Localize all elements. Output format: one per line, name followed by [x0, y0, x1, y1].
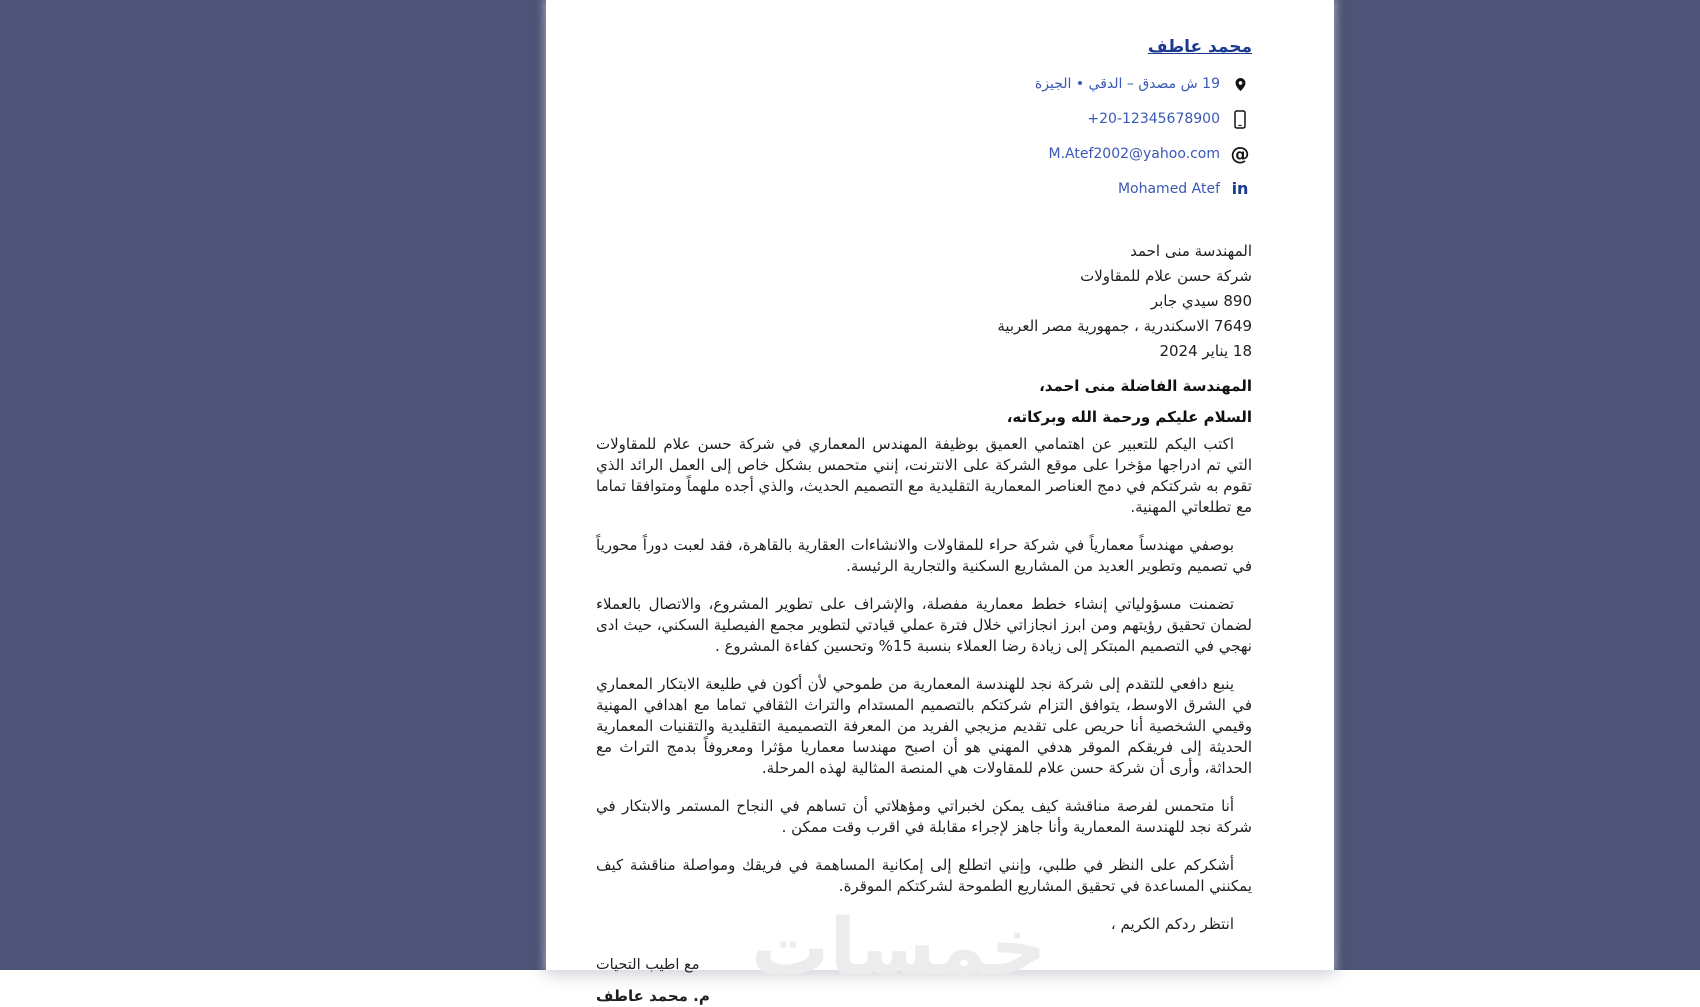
letter-paragraph-4: ينبع دافعي للتقدم إلى شركة نجد للهندسة المعمارية من طموحي لأن أكون في طليعة الابتكار المعماري في الشرق الاوسط، يتوافق التزام شركتكم بالتصميم المستدام والتراث الثقافي تماما مع اهدافي المهنية وقيمي الشخصية أنا حريص على تقديم مزيجي الفريد من المعرفة التصميمية التقليدية والتقنيات المعمارية الحديثة إلى فريقكم الموقر هدفي المهني هو أن اصبح مهندسا معماريا مؤثرا ومعروفاً بدمج التراث مع الحداثة، وأرى أن شركة حسن علام للمقاولات هي المنصة المثالية لهذه المرحلة.	[596, 675, 1252, 777]
phone-icon	[1228, 110, 1252, 129]
linkedin-icon: in	[1231, 179, 1249, 198]
contact-row-email	[596, 144, 1252, 164]
letter-paragraph-2: بوصفي مهندساً معمارياً في شركة حراء للمقاولات والانشاءات العقارية بالقاهرة، فقد لعبت دوراً محورياً في تصميم وتطوير العديد من المشاريع السكنية والتجارية الرئيسة.	[596, 536, 1252, 575]
letter-paragraph-6: أشكركم على النظر في طلبي، وإنني اتطلع إلى إمكانية المساهمة في فريقك ومواصلة مناقشة كيف يمكنني المساعدة في تحقيق المشاريع الطموحة لشركتكم الموقرة.	[596, 856, 1252, 895]
recipient-company: شركة حسن علام للمقاولات	[1080, 267, 1252, 285]
watermark: خمسات	[751, 903, 1047, 993]
sender-name: محمد عاطف	[1147, 37, 1252, 57]
contact-row-address	[596, 74, 1252, 94]
letter-content	[596, 0, 1252, 1007]
letter-header	[596, 0, 1252, 199]
salutation-addressee: المهندسة الفاضلة منى احمد،	[1039, 377, 1252, 395]
location-pin-icon	[1228, 76, 1252, 93]
at-icon: @	[1230, 143, 1250, 165]
recipient-name: المهندسة منى احمد	[1130, 242, 1252, 260]
document-page	[546, 0, 1334, 1005]
recipient-block	[596, 239, 1252, 364]
letter-date: 18 يناير 2024	[1159, 342, 1252, 360]
letter-paragraph-3: تضمنت مسؤولياتي إنشاء خطط معمارية مفصلة، والإشراف على تطوير المشروع، والاتصال بالعملاء لضمان تحقيق رؤيتهم ومن ابرز انجازاتي خلال فترة عملي قيادتي لتطوير مجمع الفيصلية السكني، حيث ادى نهجي في التصميم المبتكر إلى زيادة رضا العملاء بنسبة 15% وتحسين كفاءة المشروع .	[596, 595, 1252, 655]
sender-linkedin[interactable]: Mohamed Atef	[1117, 181, 1220, 197]
recipient-street: 890 سيدي جابر	[1150, 292, 1252, 310]
contact-row-phone	[596, 109, 1252, 129]
contact-row-linkedin	[596, 179, 1252, 199]
recipient-city: 7649 الاسكندرية ، جمهورية مصر العربية	[997, 317, 1252, 335]
signoff-line: مع اطيب التحيات	[596, 957, 700, 973]
signature-name: م. محمد عاطف	[596, 987, 710, 1005]
sender-email[interactable]: M.Atef2002@yahoo.com	[1048, 146, 1220, 162]
letter-body	[596, 434, 1252, 935]
closing-request: انتظر ردكم الكريم ،	[1110, 915, 1234, 933]
letter-paragraph-1: اكتب اليكم للتعبير عن اهتمامي العميق بوظيفة المهندس المعماري في شركة حسن علام للمقاولات التي تم ادراجها مؤخرا على موقع الشركة على الانترنت، إنني متحمس بشكل خاص إلى العمل الرائد الذي تقوم به شركتكم في دمج العناصر المعمارية التقليدية مع التصميم الحديث، والذي أجده ملهماً ومتوافقا تماما مع تطلعاتي المهنية.	[596, 435, 1252, 516]
sender-phone[interactable]: +20-12345678900	[1087, 111, 1220, 127]
salutation-greeting: السلام عليكم ورحمة الله وبركاته،	[1006, 408, 1252, 426]
letter-paragraph-5: أنا متحمس لفرصة مناقشة كيف يمكن لخبراتي ومؤهلاتي أن تساهم في النجاح المستمر والابتكار في شركة نجد للهندسة المعمارية وأنا جاهز لإجراء مقابلة في اقرب وقت ممكن .	[596, 797, 1252, 836]
sender-address: 19 ش مصدق – الدقي • الجيزة	[1034, 76, 1220, 92]
